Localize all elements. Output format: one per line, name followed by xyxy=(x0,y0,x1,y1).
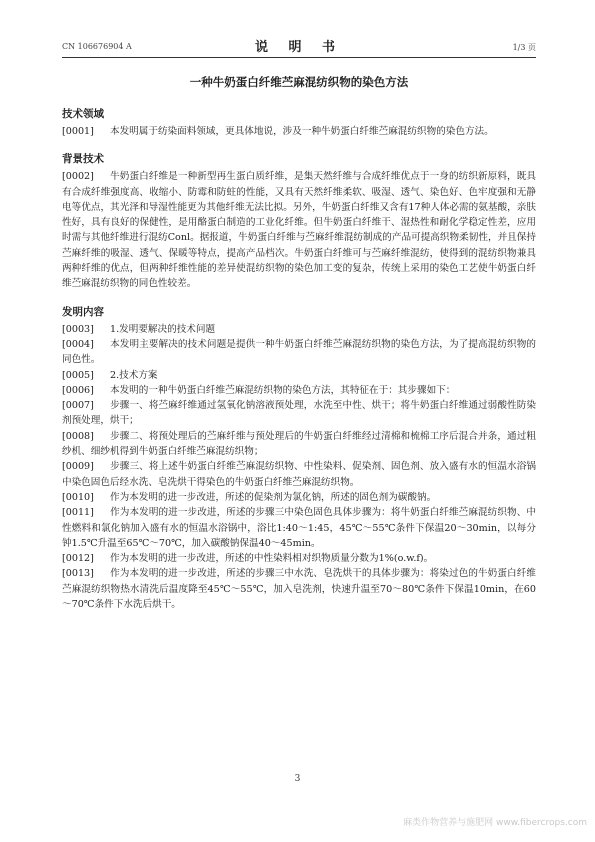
paragraph-number: [0001] xyxy=(62,126,94,137)
paragraph xyxy=(62,337,536,368)
paragraph xyxy=(62,490,536,505)
paragraph xyxy=(62,169,536,291)
paragraph xyxy=(62,322,536,337)
paragraph-number: [0002] xyxy=(62,171,94,183)
paragraph xyxy=(62,459,536,490)
page-number: 3 xyxy=(294,774,301,784)
paragraph-text: 牛奶蛋白纤维是一种新型再生蛋白质纤维，是集天然纤维与合成纤维优点于一身的纺织新原料，既具有合成纤维强度高、收缩小、防霉和防蛀的性能，又具有天然纤维柔软、吸湿、透气、染色好、色牢度强和无静电等优点，其光泽和导湿性能更为其他纤维无法比拟。另外，牛奶蛋白纤维又含有17种人体必需的氨基酸，亲肤性好，具有良好的保健性，是用酪蛋白制造的工业化纤维。但牛奶蛋白纤维干、湿热性和耐化学稳定性差，应用时需与其他纤维进行混纺Conl。据报道，牛奶蛋白纤维与苎麻纤维混纺制成的产品可提高织物柔韧性，并且保持苎麻纤维的吸湿、透气、保暖等特点，提高产品档次。牛奶蛋白纤维可与苎麻纤维混纺，使得到的混纺织物兼具两种纤维的优点，但两种纤维性能的差异使混纺织物的染色加工变的复杂，传统上采用的染色工艺使牛奶蛋白纤维苎麻混纺织物的同色性较差。 xyxy=(62,171,536,290)
watermark: 麻类作物营养与施肥网 www.fibercrops.com xyxy=(403,818,587,828)
section-heading: 技术领域 xyxy=(62,108,104,120)
header-title: 说 明 书 xyxy=(254,40,344,55)
paragraph-number: [0010] xyxy=(62,491,94,503)
paragraph-number: [0011] xyxy=(62,507,94,519)
paragraph-text: 本发明主要解决的技术问题是提供一种牛奶蛋白纤维苎麻混纺织物的染色方法，为了提高混纺织物的同色性。 xyxy=(62,338,536,366)
document-number: CN 106676904 A xyxy=(62,42,132,51)
paragraph-text: 1.发明要解决的技术问题 xyxy=(110,323,216,335)
paragraph xyxy=(62,398,536,429)
paragraph-text: 作为本发明的进一步改进，所述的步骤三中染色固色具体步骤为：将牛奶蛋白纤维苎麻混纺织物、中性燃料和氯化钠加入盛有水的恒温水浴锅中，浴比1:40～1:45，45℃～55℃条件下保温20～30min，以每分钟1.5℃升温至65℃～70℃，加入碳酸钠保温40～45min。 xyxy=(62,507,536,549)
paragraph-number: [0006] xyxy=(62,384,94,396)
paragraph-number: [0012] xyxy=(62,553,94,565)
paragraph-text: 作为本发明的进一步改进，所述的中性染料相对织物质量分数为1%(o.w.f)。 xyxy=(110,553,434,565)
paragraph-number: [0005] xyxy=(62,369,94,381)
paragraph-text: 本发明属于纺染面料领域，更具体地说，涉及一种牛奶蛋白纤维苎麻混纺织物的染色方法。 xyxy=(110,126,494,137)
paragraph-text: 步骤三、将上述牛奶蛋白纤维苎麻混纺织物、中性染料、促染剂、固色剂、放入盛有水的恒温水浴锅中染色固色后经水洗、皂洗烘干得染色的牛奶蛋白纤维苎麻混纺织物。 xyxy=(62,461,536,488)
paragraph-text: 2.技术方案 xyxy=(110,369,158,381)
paragraph-number: [0003] xyxy=(62,323,94,335)
header-divider xyxy=(62,57,536,58)
document-body xyxy=(62,74,536,612)
paragraph-number: [0008] xyxy=(62,430,94,442)
paragraph-number: [0009] xyxy=(62,461,94,473)
paragraph-text: 步骤二、将预处理后的苎麻纤维与预处理后的牛奶蛋白纤维经过清棉和梳棉工序后混合并条，通过粗纱机、细纱机得到牛奶蛋白纤维苎麻混纺织物； xyxy=(62,430,536,458)
paragraph-number: [0004] xyxy=(62,338,94,350)
paragraph xyxy=(62,566,536,612)
page-info: 1/3 页 xyxy=(512,43,536,52)
paragraph xyxy=(62,124,536,139)
paragraph xyxy=(62,429,536,460)
document-title: 一种牛奶蛋白纤维苎麻混纺织物的染色方法 xyxy=(189,75,409,89)
page-header xyxy=(62,36,536,56)
paragraph-number: [0007] xyxy=(62,400,94,412)
paragraph-number: [0013] xyxy=(62,568,94,580)
paragraph xyxy=(62,551,536,566)
paragraph-text: 本发明的一种牛奶蛋白纤维苎麻混纺织物的染色方法，其特征在于：其步骤如下： xyxy=(110,384,456,396)
paragraph-text: 步骤一、将苎麻纤维通过氢氧化钠溶液预处理，水洗至中性、烘干；将牛奶蛋白纤维通过弱酸性防染剂预处理，烘干； xyxy=(62,400,536,427)
paragraph xyxy=(62,505,536,551)
paragraph-text: 作为本发明的进一步改进，所述的步骤三中水洗、皂洗烘干的具体步骤为：将染过色的牛奶蛋白纤维苎麻混纺织物热水清洗后温度降至45℃～55℃，加入皂洗剂，快速升温至70～80℃条件下保温10min，在60～70℃条件下水洗后烘干。 xyxy=(62,568,536,611)
paragraph-text: 作为本发明的进一步改进，所述的促染剂为氯化钠，所述的固色剂为碳酸钠。 xyxy=(110,491,437,503)
paragraph xyxy=(62,383,536,398)
section-heading: 背景技术 xyxy=(62,153,104,166)
section-heading: 发明内容 xyxy=(62,305,104,318)
paragraph xyxy=(62,368,536,383)
